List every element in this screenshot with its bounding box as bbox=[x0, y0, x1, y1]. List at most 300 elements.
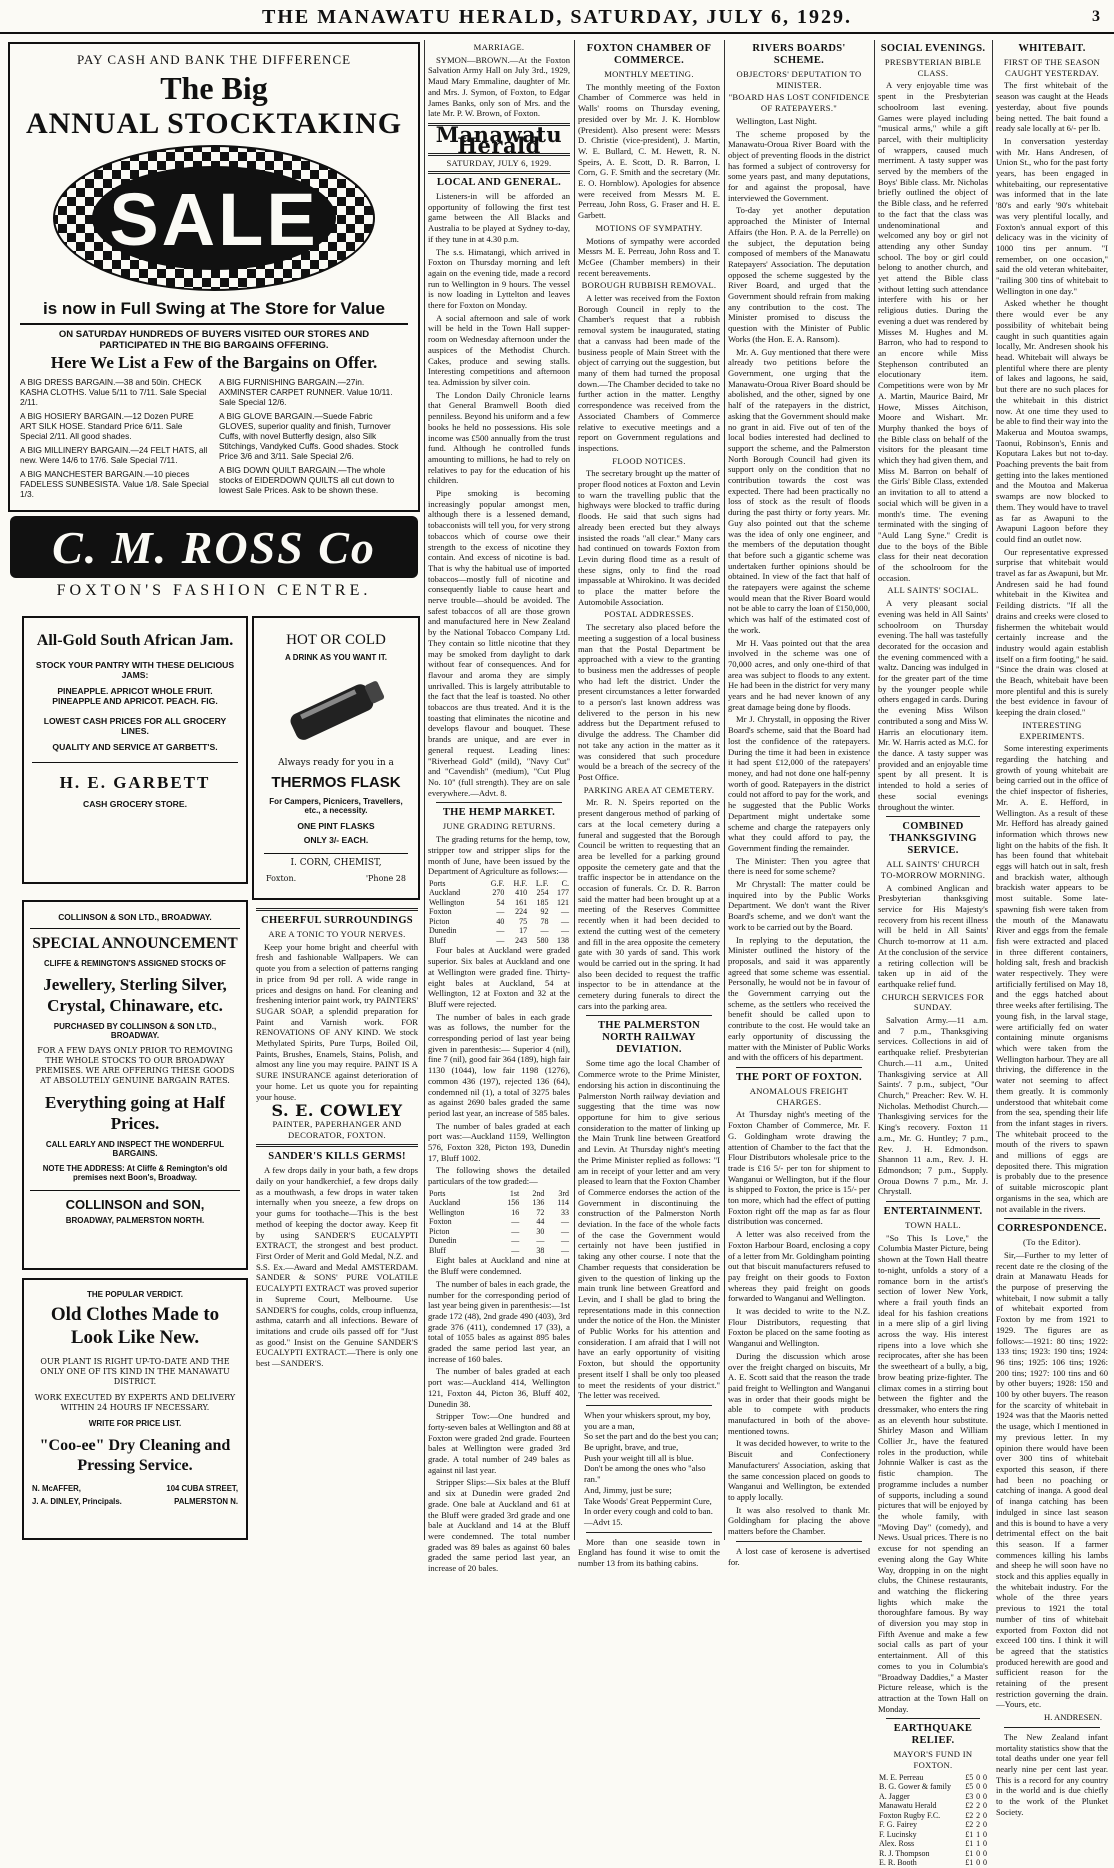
table-cell: 40 bbox=[496, 916, 505, 926]
table-cell: — bbox=[561, 1226, 569, 1236]
sale-headline: ANNUAL STOCKTAKING bbox=[25, 107, 403, 140]
table-cell: 0 bbox=[976, 1858, 981, 1868]
table-cell: 38 bbox=[536, 1245, 545, 1255]
garbett-jam-ad bbox=[22, 616, 248, 884]
table-cell: 0 bbox=[983, 1820, 987, 1830]
flask-price: ONLY 3/- EACH. bbox=[303, 835, 369, 845]
table-cell: A. Jagger bbox=[879, 1791, 910, 1801]
table-cell: 138 bbox=[557, 935, 569, 945]
sale-subline: is now in Full Swing at The Store for Value bbox=[43, 299, 385, 318]
table-cell: 92 bbox=[540, 907, 549, 917]
port-paragraph: It was decided to write to the N.Z. Flour Distributors, requesting that Foxton be placed on the same footing as Wanganui and Wellington. bbox=[728, 1306, 870, 1349]
table-cell: Foxton bbox=[429, 907, 452, 917]
sale-word: SALE bbox=[109, 178, 319, 261]
table-cell: 30 bbox=[536, 1226, 545, 1236]
table-header-cell: Ports bbox=[429, 1188, 446, 1198]
bargain-item: A BIG MANCHESTER BARGAIN.—10 pieces FADELESS SUNBESISTA. Value 1/8. Sale Special 1/3. bbox=[20, 469, 209, 499]
ross-name: C. M. ROSS Co bbox=[52, 521, 376, 573]
column-2-ads bbox=[256, 904, 418, 1540]
social-head: SOCIAL EVENINGS. bbox=[880, 43, 986, 54]
park-text: Mr. R. N. Speirs reported on the present dangerous method of parking of cars at the local cemetery during a funeral and suggested that the Borough Council be written to requesting that an area be levelled for a parking ground opposite the cemetery gate and that the traffic inspector be in attendance on the occasion of funerals. Cr. D. R. Barron said the matter had been brought up at a meeting of the Reserves Committee recently when it had been decided to extend the cutting west of the cemetery and fill in the area opposite the cemetery gate with 30 yards of sand. This work would be carried out in the spring. It had also been decided to request the traffic inspector to be in attendance at the cemetery during funerals to direct the cars into the parking area. bbox=[578, 797, 720, 1011]
chamber-paragraph: The monthly meeting of the Foxton Chamber of Commerce was held in Walls' rooms on Thursday evening, presided over by Mr. J. K. Hornblow (President). Also present were: Messrs D. Christie (vice-president), J. Martin, W. E. Bullard, C. M. Hewett, R. N. Speirs, A. E. Scott, D. R. Barron, I. Corn, G. F. Smith and the secretary (Mr. E. O. Hornblow). Apologies for absence were received from Messrs M. E. Perreau, John Ross, G. Fraser and H. E. Garbett. bbox=[578, 81, 720, 221]
table-cell: — bbox=[496, 935, 505, 945]
table-row bbox=[878, 1820, 988, 1830]
rivers-paragraph: Mr J. Chrystall, in opposing the River Board's scheme, said that the Board had lost the confidence of the ratepayers. During the time it had been in existence it had spent £12,000 of the ratepayers' money, and had not done one half-penny worth of good. Ratepayers in the district could not afford to pay for the work, and he suggested that the Public Works Department might undertake some scheme and charge the ratepayers only what they could afford to pay, the Government finding the remainder. bbox=[728, 714, 870, 853]
table-cell: 2 bbox=[976, 1801, 981, 1811]
column-4 bbox=[578, 40, 720, 1569]
table-cell: Alex. Ross bbox=[879, 1839, 915, 1849]
hemp-paragraph: The number of bales graded at each port was:—Auckland 1159, Wellington 576, Foxton 328, Picton 193, Dunedin 17, Bluff 1002. bbox=[428, 1120, 570, 1163]
ent-text: "So This Is Love," the Columbia Master Picture, being shown at the Town Hall theatre to-night, unfolds a story of a romance born in the artist's section of lower New York, where a frail youth finds an ideal for his fashion creations in a mere slip of a girl living across the way. His interest ripens into a love which she reciprocates, after she has been the sweetheart of a bully, a big, brow beating prize-fighter. The climax comes in a stirring bout between the fighter and the dressmaker, who enters the ring as an eleventh hour substitute. Shirley Mason and William Collier Jr., have the featured roles in the production, while Johnnie Walker is cast as the fistic champion. The programme includes a number of supports, including a sound pictures that will be enjoyed by the whole family, with "Moving Day" (comedy), and News. Usual prices. There is no excuse for not spending an evening along the Gay White Way, dropping in on the night clubs, the Chinese restaurants, and watching the flickering lights which make the thoroughfare famous. By way of diversion you may stop in Fifth Avenue and make a few social calls as part of your entertainment. All of this comes to you in Columbia's "Broadway Daddies," a Master Picture release, which is the attraction at the Town Hall on Monday. bbox=[878, 1232, 988, 1714]
flask-name: THERMOS FLASK bbox=[271, 774, 401, 791]
table-cell: 0 bbox=[983, 1791, 987, 1801]
pres-head: PRESBYTERIAN BIBLE CLASS. bbox=[884, 57, 982, 78]
tow-paragraph: The number of bales in each grade, the number for the corresponding period of last year being given in parenthesis:—1st grade 172 (48), 2nd grade 490 (403), 3rd grade 376 (411), condemned 17 (33), a total of 1055 bales as against 895 bales graded the same period last year, an increase of 160 bales. bbox=[428, 1278, 571, 1364]
cheer-text: Keep your home bright and cheerful with fresh and fashionable Wallpapers. We can quote you from a selection of patterns ranging in price from 9d per roll. A wide range in prices and designs on hand. For cleaning and freshening interior paint work, try PAINTERS' SUGAR SOAP, a splendid preparation for Paint and Varnish work. FOR RENOVATIONS OF ANY KIND. We stock Methylated Spirits, Pure Turps, Boiled Oil, Paints, Brushes, Enamels, Stains, Polish, and almost any line you may require. PAINT IS A SURE INSURANCE against deterioration of your home. Let us quote you for repainting your house. bbox=[256, 941, 418, 1102]
table-cell: Foxton bbox=[429, 1217, 452, 1227]
whitebait-sub: FIRST OF THE SEASON CAUGHT YESTERDAY. bbox=[1003, 57, 1101, 78]
collinson-top: COLLINSON & SON LTD., BROADWAY. bbox=[58, 912, 212, 922]
flask-illustration bbox=[271, 666, 401, 752]
table-cell: 0 bbox=[983, 1801, 987, 1811]
flask-for: For Campers, Picnicers, Travellers, etc., a necessity. bbox=[269, 797, 403, 815]
table-cell: 243 bbox=[515, 935, 528, 945]
table-cell: 0 bbox=[983, 1829, 987, 1839]
hemp-head: THE HEMP MARKET. bbox=[442, 807, 556, 819]
flask-sub: A DRINK AS YOU WANT IT. bbox=[285, 653, 387, 662]
table-cell: Foxton Rugby F.C. bbox=[879, 1810, 941, 1820]
table-row bbox=[428, 888, 570, 898]
table-cell: 161 bbox=[515, 897, 528, 907]
thanks-sub: ALL SAINTS' CHURCH TO-MORROW MORNING. bbox=[880, 859, 986, 880]
flask-phone: 'Phone 28 bbox=[365, 874, 406, 883]
table-cell: 75 bbox=[519, 916, 528, 926]
table-cell: 54 bbox=[496, 897, 505, 907]
cleaning-name: "Coo-ee" Dry Cleaning and Pressing Service. bbox=[39, 1437, 231, 1474]
table-cell: — bbox=[561, 1217, 569, 1227]
table-cell: 410 bbox=[515, 888, 528, 898]
tow-paragraph: Stripper Tow:—One hundred and forty-seven bales at Wellington and 88 at Foxton were graded 2nd grade. Fourteen bales at Wellington were graded 3rd grade. A total number of 249 bales as against nil last year. bbox=[428, 1411, 570, 1475]
sale-bargains-left bbox=[20, 377, 209, 503]
rivers-paragraph: Mr. A. Guy mentioned that there were already two petitions before the Government, one urging that the Manawatu-Oroua River Board should be abolished, and the other, signed by one half of the ratepayers in the district, asking that the Government should make no grant in aid. Five out of ten of the local bodies interested had declined to support the scheme, and the Palmerston North Borough Council had given its support only on the condition that no contribution towards the cost was expected. There had been practically no loss of stock as the result of floods during the past thirty or forty years. Mr. Guy also pointed out that the scheme was the idea of only one engineer, and the members of the deputation thought that before such a gigantic scheme was undertaken further opinions should be obtained. In view of the fact that half of the ratepayers were against the scheme would mean that the River Board would not be able to carry the loan of £150,000, which was half of the estimated cost of the work. bbox=[728, 346, 870, 635]
cleaning-a2: PALMERSTON N. bbox=[174, 1497, 238, 1506]
stocktaking-sale-ad bbox=[8, 42, 420, 512]
column-rule bbox=[424, 40, 425, 1540]
port-paragraph: A letter was also received from the Foxton Harbour Board, enclosing a copy of a letter from Mr. Goldingham pointing out that biscuit manufacturers refused to pay freight on their goods to Foxton whereas they paid freight on goods forwarded to Wanganui and Wellington. bbox=[728, 1229, 871, 1304]
newspaper-nameplate: Manawatu Herald bbox=[435, 121, 563, 158]
collinson-addr: BROADWAY, PALMERSTON NORTH. bbox=[65, 1216, 205, 1225]
table-row bbox=[878, 1849, 988, 1859]
poem-line: Take Woods' Great Peppermint Cure, bbox=[584, 1495, 712, 1506]
poem-line: Don't be among the ones who "also ran." bbox=[584, 1463, 706, 1485]
col7-end: The New Zealand infant mortality statistics show that the total deaths under one year fell nearly nine per cent last year. This is a record for any country in the world and is due chiefly to the work of the Plunket Society. bbox=[996, 1731, 1108, 1817]
bargain-item: A BIG HOSIERY BARGAIN.—12 Dozen PURE ART SILK HOSE. Standard Price 6/11. Sale Special 2/11. All good shades. bbox=[20, 411, 194, 441]
whitebait-paragraph: The first whitebait of the season was caught at the Heads yesterday, about five pounds being netted. The bait found a ready sale locally at 6/- per lb. bbox=[996, 80, 1108, 134]
cleaning-p2: J. A. DINLEY, Principals. bbox=[32, 1497, 122, 1506]
dateline: SATURDAY, JULY 6, 1929. bbox=[446, 158, 552, 169]
table-row bbox=[878, 1782, 988, 1792]
park-head: PARKING AREA AT CEMETERY. bbox=[583, 784, 715, 795]
table-cell: 2 bbox=[976, 1810, 981, 1820]
collinson-call: CALL EARLY AND INSPECT THE WONDERFUL BARGAINS. bbox=[45, 1140, 225, 1158]
poem-line: Push your weight till all is blue. bbox=[584, 1452, 694, 1463]
bargain-item: A BIG FURNISHING BARGAIN.—27in. AXMINSTER CARPET RUNNER. Value 10/11. Sale Special 12/6. bbox=[219, 377, 393, 407]
rivers-head: RIVERS BOARDS' SCHEME. bbox=[752, 43, 846, 66]
collinson-text: FOR A FEW DAYS ONLY PRIOR TO REMOVING THE WHOLE STOCKS TO OUR BROADWAY PREMISES. WE ARE OFFERING THESE GOODS AT ABSOLUTELY GENUINE BARGAIN RATES. bbox=[35, 1046, 235, 1085]
corr-head: CORRESPONDENCE. bbox=[997, 1223, 1107, 1235]
masthead-title: THE MANAWATU HERALD, SATURDAY, JULY 6, 1929. bbox=[262, 6, 852, 28]
ross-tagline: FOXTON'S FASHION CENTRE. bbox=[56, 582, 372, 599]
table-cell: 0 bbox=[983, 1782, 987, 1792]
collinson-sub: CLIFFE & REMINGTON'S ASSIGNED STOCKS OF bbox=[44, 959, 226, 968]
table-row bbox=[428, 1198, 570, 1208]
jam-items: PINEAPPLE. APRICOT WHOLE FRUIT. PINEAPPLE AND APRICOT. PEACH. FIG. bbox=[52, 686, 218, 706]
table-cell: Dunedin bbox=[429, 1236, 457, 1246]
table-cell: Bluff bbox=[429, 1245, 446, 1255]
port-sub: ANOMALOUS FREIGHT CHARGES. bbox=[749, 1085, 849, 1107]
table-cell: F. G. Fairey bbox=[879, 1820, 918, 1830]
sale-intro: ON SATURDAY HUNDREDS OF BUYERS VISITED OUR STORES AND PARTICIPATED IN THE BIG BARGAINS OFFERING. bbox=[58, 329, 370, 351]
port-head: THE PORT OF FOXTON. bbox=[736, 1071, 862, 1083]
local-head: LOCAL AND GENERAL. bbox=[436, 177, 562, 189]
exp-head: INTERESTING EXPERIMENTS. bbox=[1019, 719, 1085, 741]
flood-text: The secretary brought up the matter of proper flood notices at Foxton and Levin to warn the travelling public that the highways were blocked to traffic during floods. He said that such signs had already been erected but they always insisted the roads "all clear." Many cars had continued on towards Foxton from Levin during flood time as a result of these signs, only to find the road impassable at Whirokino. It was decided to place the matter before the Automobile Association. bbox=[578, 468, 720, 607]
local-paragraph: Listeners-in will be afforded an opportunity of following the first test game between the All Blacks and Australia to be played at Sydney to-day, if they tune in at 4.30 p.m. bbox=[428, 191, 570, 244]
rivers-paragraph: Mr H. Vaas pointed out that the area involved in the scheme was one of 70,000 acres, and only one-third of that area was subject to floods to any extent. He had been in the district for very many years and he had never known of any great damage being done by floods. bbox=[728, 637, 870, 712]
table-cell: M. E. Perreau bbox=[879, 1772, 924, 1782]
sale-tagline: PAY CASH AND BANK THE DIFFERENCE bbox=[76, 52, 352, 67]
flood-head: FLOOD NOTICES. bbox=[612, 455, 686, 466]
table-cell: Picton bbox=[429, 1226, 450, 1236]
corr-sign: H. ANDRESEN. bbox=[1043, 1712, 1102, 1723]
table-row bbox=[428, 1227, 570, 1237]
hemp-sub: JUNE GRADING RETURNS. bbox=[442, 821, 556, 832]
collinson-name: COLLINSON and SON, bbox=[65, 1197, 205, 1212]
table-cell: £1 bbox=[965, 1848, 974, 1858]
table-row bbox=[428, 917, 570, 927]
table-cell: F. Lucinsky bbox=[879, 1829, 917, 1839]
column-rule bbox=[992, 40, 993, 1540]
hemp-paragraph: The following shows the detailed particulars of the tow graded:— bbox=[428, 1165, 570, 1187]
thanks-text: A combined Anglican and Presbyterian thanksgiving service for His Majesty's recovery from his recent illness will be held in All Saints' Church to-morrow at 11 a.m. At the conclusion of the service a retiring collection will be taken up in aid of the earthquake relief fund. bbox=[878, 882, 988, 989]
table-cell: 580 bbox=[536, 935, 549, 945]
bargain-item: A BIG GLOVE BARGAIN.—Suede Fabric GLOVES, superior quality and finish, Turnover Cuffs, with novel Butterfly design, also Silk Stitchings, Vandyked Cuffs. Good shades. Stock Price 3/6 and 3/11. Sale Special 2/6. bbox=[219, 411, 399, 461]
flask-ready: Always ready for you in a bbox=[278, 758, 394, 768]
ent-head: ENTERTAINMENT. bbox=[883, 1206, 983, 1218]
rail-head: THE PALMERSTON NORTH RAILWAY DEVIATION. bbox=[597, 1020, 701, 1056]
whitebait-paragraph: In conversation yesterday with Mr. Hans Andresen, of Union St., who for the past forty years, has been engaged in whitebaiting, our representative was informed that in the late '80's and early '90's whitebait was very plentiful locally, and Foxton's annual export of this delicacy was in the vicinity of 1000 tins per annum. "I remember, on one occasion," said the old veteran whitebaiter, "railing 300 tins of whitebait to Wellington in one day." bbox=[996, 135, 1108, 296]
table-cell: 156 bbox=[507, 1198, 520, 1208]
eq-sub: MAYOR'S FUND IN FOXTON. bbox=[893, 1749, 973, 1771]
cooee-cleaning-ad bbox=[22, 1278, 248, 1540]
column-7 bbox=[996, 40, 1108, 1817]
poem-line: In order every cough and cold to ban.—Advt 15. bbox=[584, 1506, 713, 1527]
rivers-paragraph: The scheme proposed by the Manawatu-Oroua River Board with the object of preventing floods in the district has formed a subject of controversy for some years past, and many deputations, for and against the proposal, have interviewed the Government. bbox=[728, 128, 870, 203]
table-cell: £5 bbox=[965, 1772, 974, 1782]
table-cell: 0 bbox=[983, 1848, 987, 1858]
table-cell: — bbox=[561, 926, 569, 936]
whitebait-paragraph: Asked whether he thought there would ever be any possibility of whitebait being caught in such quantities again locally, Mr. Andresen shook his head. Whitebait will always be plentiful where there are plenty of lakes and lagoons, he said, but there are no such places for the whitebait in this district now. At one time they used to be able to find their way into the Makerua and Moutoa swamps, Taonui, Robinson's, Ennis and Koputara Lakes but not to-day. Poaching prevents the bait from getting into the lakes mentioned and the Moutoa and Makerua swamps are now blocked to them. They would have to travel as far as Awapuni to the Awapuni Lagoon before they could find an outlet now. bbox=[996, 298, 1108, 544]
table-cell: 1 bbox=[976, 1829, 981, 1839]
masthead bbox=[0, 6, 1114, 34]
sale-banner bbox=[49, 143, 379, 293]
table-cell: 0 bbox=[983, 1772, 987, 1782]
rub-head: BOROUGH RUBBISH REMOVAL. bbox=[581, 280, 717, 291]
sander-text: A few drops daily in your bath, a few drops daily on your handkerchief, a few drops daily as a mouthwash, a few drops in water taken internally when you sneeze, a few drops on your gums for toothache—This is the best method of keeping the doctor away. Keep fit by using SANDER'S EUCALYPTI EXTRACT, the strongest and best product. First Order of Merit and Gold Medal, N.Z. and S.S. Ex.—Award and Medal AMSTERDAM. SANDER & SONS' PURE VOLATILE EUCALYPTI EXTRACT was proved superior in Supreme Court, Melbourne. Use SANDER'S for coughs, colds, croup influenza, asthma, catarrh and all infections. Beware of imitations and crude oils passed off for "Just as good." Insist on the Genuine SANDER'S EUCALYPTI EXTRACT.—There is only one best —SANDER'S. bbox=[256, 1165, 418, 1369]
table-row bbox=[878, 1801, 988, 1811]
table-row bbox=[878, 1839, 988, 1849]
table-row bbox=[878, 1858, 988, 1868]
cleaning-t1: OUR PLANT IS RIGHT UP-TO-DATE AND THE ONLY ONE OF ITS KIND IN THE MANAWATU DISTRICT. bbox=[40, 1357, 230, 1386]
table-cell: £2 bbox=[965, 1801, 974, 1811]
table-row bbox=[878, 1811, 988, 1821]
local-paragraph: The London Daily Chronicle learns that General Bramwell Booth died penniless. Beyond his uniform and a few books he held no possessions. His sole income was £500 annually from the trust fund. Although he controlled funds amounting to millions, he had to rely on relatives to pay for the education of his children. bbox=[428, 389, 570, 486]
local-paragraph: Pipe smoking is becoming increasingly popular amongst men, although there is a lessened demand, tobacconists will tell you, for very strong tobaccos which of course owe their strength to the excess of nicotine they contain. And excess of nicotine is bad. That is why the habitual use of imported tobaccos—mostly full of nicotine and consequently liable to cause heart and nerve trouble—should be avoided. The safest tobaccos of all are those grown and manufactured here in New Zealand by the National Tobacco Company Ltd. They contain so little nicotine that they may be smoked from daylight to dark without fear of consequences. And for flavour and aroma they are simply unrivalled. This is largely attributable to the fact that the leaf is toasted. No other tobaccos are thus treated. And it is the toasting that eliminates the nicotine and develops flavour and bouquet. These brands are unique, and are ever in general request. Leading lines: "Riverhead Gold" (mild), "Navy Cut" and "Cavendish" (medium), "Cut Plug No. 10" (full strength). They are on sale everywhere.—Advt. 8. bbox=[428, 488, 570, 798]
table-cell: 33 bbox=[561, 1207, 569, 1217]
table-cell: Auckland bbox=[429, 888, 461, 898]
garbett-sub: CASH GROCERY STORE. bbox=[83, 799, 187, 809]
cowley-name: S. E. COWLEY bbox=[271, 1101, 403, 1121]
hemp-paragraph: Four bales at Auckland were graded superior. Six bales at Auckland and one at Wellington were graded fine. Thirty-eight bales at Auckland, 54 at Wellington, 12 at Foxton and 32 at the Bluff were rejected. bbox=[428, 945, 570, 1009]
table-header-cell: 1st bbox=[509, 1188, 520, 1198]
page-number: 3 bbox=[1092, 8, 1100, 25]
table-cell: B. G. Gower & family bbox=[879, 1782, 951, 1792]
poem-line: So set the part and do the best you can; bbox=[584, 1431, 719, 1442]
postal-head: POSTAL ADDRESSES. bbox=[604, 609, 694, 620]
table-row bbox=[428, 1217, 570, 1227]
rivers-sub: OBJECTORS' DEPUTATION TO MINISTER. bbox=[736, 69, 862, 90]
table-cell: E. R. Booth bbox=[879, 1858, 917, 1868]
table-cell: 0 bbox=[983, 1810, 987, 1820]
corr-text: Sir,—Further to my letter of recent date re the closing of the drain at Manawatu Heads for the purpose of preserving the whitebait, I now submit a tally of whitebait exported from Foxton by me from 1921 to 1929. The figures are as follows:—1921: 80 tins; 1922: 133 tins; 1923: 190 tins; 1924: 96 tins; 1925: 106 tins; 1926: 200 tins; 1927: 100 tins and 60 by other buyers; 1928: 150 and 100 by other buyers. The reason for the scarcity of whitebait in 1924 was that the Maoris netted the usage, which I mentioned in my previous letter. In my opinion there would have been over 300 tins of whitebait exported this season, if there had been no poaching or catching of inanga. A good deal of inanga catching has been indulged in since last season and this is bound to have a very detrimental effect on the bait this season. If a farmer commences killing his lambs and sheep he will soon have no stock and this applies equally in the whitebait industry. For the whole of the three years previous to 1921 the total number of tins of whitebait exported from Foxton did not exceed 100 tins. I think it will be agreed that the statistics produced herewith are good and sufficient reason for the retaining of the present restriction governing the drain.—Yours, etc. bbox=[996, 1249, 1108, 1710]
rail-text: Some time ago the local Chamber of Commerce wrote to the Prime Minister, endorsing his action in discontinuing the Palmerston North railway deviation and suggesting that the time was now opportune for him to give serious consideration to the matter of linking up the Main Trunk line between Greatford and Levin. At Thursday night's meeting the Prime Minister replied as follows: "I am in receipt of your letter and am very pleased to learn that the Foxton Chamber of Commerce endorses the action of the Government in discontinuing the construction of the Palmerston North deviation. In the face of the whole facts of the case the Government would certainly not have been justified in taking any other course. I note that the Chamber requests that consideration be given to the question of linking up the main trunk line between Greatford and Levin, and I shall be glad to bring the representations made in this connection under the notice of the Hon. the Minister of Public Works for his attention and consideration. I am afraid that I will not have an early opportunity of visiting Foxton, but should the opportunity present itself I shall be only too pleased to meet the residents of your district." The letter was received. bbox=[578, 1058, 720, 1401]
church-head: CHURCH SERVICES FOR SUNDAY. bbox=[881, 991, 985, 1013]
port-paragraph: It was also resolved to thank Mr. Goldingham for placing the above matters before the Chamber. bbox=[728, 1504, 870, 1537]
table-cell: 44 bbox=[536, 1217, 545, 1227]
table-header-cell: 2nd bbox=[532, 1188, 545, 1198]
port-paragraph: It was decided however, to write to the Biscuit and Confectionery Manufacturers' Association, asking that the same concession placed on goods to Wanganui and Wellington, be extended to apply locally. bbox=[728, 1438, 870, 1502]
tow-paragraph: Stripper Slips:—Six bales at the Bluff and six at Dunedin were graded 2nd grade. One bale at Auckland and 61 at the Bluff were graded 3rd grade and one bale at Auckland and 14 at the Bluff were condemned. The total number graded was 89 bales as against 60 bales graded the same period last year, an increase of 20 bales. bbox=[428, 1477, 570, 1574]
table-cell: 0 bbox=[976, 1791, 981, 1801]
eq-table bbox=[878, 1773, 988, 1868]
cleaning-t3: WRITE FOR PRICE LIST. bbox=[88, 1419, 182, 1428]
rub-text: A letter was received from the Foxton Borough Council in reply to the Chamber's request that a rubbish removal system be inaugurated, stating that a canvass had been made of the business people of Main Street with the object of carrying out the suggestion, but many of them had turned the proposal down.—The Chamber decided to take no further action in the matter. Lengthy correspondence was received from the Associated Chambers of Commerce relative to executive meetings and a report on Government regulations and inspections. bbox=[578, 293, 720, 453]
table-cell: — bbox=[496, 907, 505, 917]
sale-list-head: Here We List a Few of the Bargains on Offer. bbox=[50, 353, 378, 372]
table-cell: 78 bbox=[540, 916, 549, 926]
table-cell: — bbox=[536, 1236, 545, 1246]
column-rule bbox=[724, 40, 725, 1540]
flask-chemist: I. CORN, CHEMIST, bbox=[290, 858, 382, 868]
table-cell: — bbox=[561, 916, 569, 926]
col5-end: A lost case of kerosene is advertised for. bbox=[728, 1545, 870, 1567]
rivers-paragraph: The Minister: Then you agree that there is need for some scheme? bbox=[728, 855, 870, 877]
corr-sub: (To the Editor). bbox=[1023, 1237, 1081, 1248]
table-cell: — bbox=[511, 1236, 520, 1246]
table-cell: 136 bbox=[532, 1198, 545, 1208]
table-cell: 0 bbox=[983, 1858, 987, 1868]
whitebait-head: WHITEBAIT. bbox=[1018, 43, 1086, 54]
sander-head: SANDER'S KILLS GERMS! bbox=[268, 1151, 406, 1163]
whitebait-paragraph: Our representative expressed surprise that whitebait would travel as far as Awapuni, but Mr. Andresen said he had found whitebait in the Kiwitea and Feilding districts. "If all the drains and creeks were closed to fishermen the whitebait would certainly increase and the industry would again establish itself on a firm footing," he said. "Since the drain was closed at the Beach, whitebait have been more plentiful and this is surely the best evidence in favour of keeping the drain closed." bbox=[996, 546, 1108, 718]
tow-paragraph: The number of bales graded at each port was:—Auckland 414, Wellington 121, Foxton 44, Picton 36, Bluff 402, Dunedin 38. bbox=[428, 1366, 570, 1409]
table-cell: £5 bbox=[965, 1782, 974, 1792]
table-cell: 114 bbox=[557, 1198, 569, 1208]
table-cell: Manawatu Herald bbox=[879, 1801, 937, 1811]
cleaning-top: THE POPULAR VERDICT. bbox=[86, 1290, 183, 1299]
table-cell: 0 bbox=[976, 1782, 981, 1792]
marriage-head: MARRIAGE. bbox=[473, 42, 525, 52]
table-cell: 0 bbox=[976, 1772, 981, 1782]
table-cell: R. J. Thompson bbox=[879, 1848, 930, 1858]
postal-text: The secretary also placed before the meeting a suggestion of a local business man that the Postal Department be approached with a view to the granting to business men the addresses of people who had left the district. Under the present circumstances a letter forwarded to a person's last known address was delivered to the person in his new address but the Department refused to divulge the address. The Chamber did not take any action in the matter as it was considered that such procedure would be a breach of the secrecy of the Post Office. bbox=[578, 622, 720, 782]
sale-bargains-right bbox=[219, 377, 408, 503]
table-cell: 254 bbox=[536, 888, 549, 898]
table-cell: Dunedin bbox=[429, 926, 457, 936]
table-cell: Bluff bbox=[429, 935, 446, 945]
table-cell: 0 bbox=[983, 1839, 987, 1849]
collinson-half: Everything going at Half Prices. bbox=[45, 1093, 225, 1133]
woods-poem bbox=[584, 1410, 720, 1528]
poem-line: And, Jimmy, just be sure; bbox=[584, 1484, 672, 1495]
poem-line: When your whiskers sprout, my boy, you are a man, bbox=[584, 1409, 711, 1431]
flask-size: ONE PINT FLASKS bbox=[297, 821, 375, 831]
garbett-name: H. E. GARBETT bbox=[59, 773, 211, 792]
collinson-note: NOTE THE ADDRESS: At Cliffe & Remington's old premises next Boon's, Broadway. bbox=[42, 1164, 228, 1182]
table-header-cell: L.F. bbox=[535, 878, 549, 888]
local-paragraph: A social afternoon and sale of work will be held in the Town Hall supper-room on Wednesday afternoon under the auspices of the Methodist Church. Cakes, produce and sewing stalls. Interesting competitions and afternoon tea. Admission by silver coin. bbox=[428, 312, 570, 387]
cowley-sub: PAINTER, PAPERHANGER AND DECORATOR, FOXTON. bbox=[272, 1118, 402, 1140]
collinson-ad bbox=[22, 900, 248, 1270]
column-rule bbox=[574, 40, 575, 1540]
table-cell: 185 bbox=[536, 897, 549, 907]
cheer-sub: ARE A TONIC TO YOUR NERVES. bbox=[268, 929, 406, 939]
table-cell: 17 bbox=[519, 926, 528, 936]
hemp-paragraph: The number of bales in each grade was as follows, the number for the corresponding period of last year being given in parenthesis:— Superior 4 (nil), fine 7 (nil), good fair 364 (189), high fair 1130 (1044), low fair 1198 (1276), common 436 (197), rejected 136 (64), condemned nil (1), a total of 3275 bales as against 2690 bales graded the same period last year, an increase of 585 bales. bbox=[428, 1011, 570, 1118]
collinson-purchased: PURCHASED BY COLLINSON & SON LTD., BROADWAY. bbox=[53, 1022, 217, 1040]
all-text: A very pleasant social evening was held in All Saints' schoolroom on Thursday evening. The hall was tastefully decorated for the occasion and the evening commenced with a waltz. Dancing was indulged in for the greater part of the time by the younger people while others engaged in cards. During the evening Miss Wilson contributed a song and Miss W. Harris an elocutionary item. Mr. W. Harris acted as M.C. for the dance. A tasty supper was provided and an enjoyable time spent by all present. It is intended to hold a series of these social evenings throughout the winter. bbox=[878, 598, 988, 812]
port-paragraph: At Thursday night's meeting of the Foxton Chamber of Commerce, Mr. F. G. Goldingham wrote drawing the attention of Chamber to the fact that the Flour Distributors wholesale price to the trade is £16 5/- per ton for shipment to Wanganui or Wellington, but if the flour is shipped to Foxton, the price is 15/- per ton more, which had the effect of putting Foxton right off the map as far as flour distribution was concerned. bbox=[728, 1109, 870, 1227]
table-cell: 270 bbox=[492, 888, 505, 898]
table-cell: 16 bbox=[511, 1207, 520, 1217]
cleaning-t2: WORK EXECUTED BY EXPERTS AND DELIVERY WITHIN 24 HOURS IF NECESSARY. bbox=[34, 1393, 236, 1412]
table-cell: 0 bbox=[976, 1848, 981, 1858]
port-paragraph: During the discussion which arose over the freight charged on biscuits, Mr A. E. Scott said that the reason the trade paid freight to Wellington and Wanganui was in order that their goods might be able to compete with products manufactured in both of the above-mentioned towns. bbox=[728, 1350, 870, 1436]
exp-text: Some interesting experiments regarding the hatching and growth of young whitebait are being carried out in the office of the chief inspector of fisheries, Mr. A. E. Hefford, in Wellington. As a result of these Mr. Hefford has already gained information which throws new light on the habits of the fish. It has been found that whitebait eggs will hatch out in salt, fresh and brackish water, although brackish water appears to be most suitable. Some late-spawning fish were taken from the mouth of the Manawatu River and eggs from the female fish were extracted and placed in three different containers, holding salt, fresh and brackish water respectively. They were artificially fertilised on May 18, and the eggs hatched about three weeks after fertilising. The young fish, in the larval stage, were artificially fed on water containing minute organisms which were taken from the Wellington harbour. They are all thriving, the difference in the water not seeming to affect them greatly. It is commonly understood that whitebait come from the sea, spending their life from the infant stages in rivers. The whitebait proceed to the mouth of the rivers to spawn and millions of eggs are deposited there. This migration is probably due to the presence of suitable microscopic plant organisms in the sea, which are not available in the rivers. bbox=[996, 743, 1108, 1214]
hemp-table bbox=[428, 879, 570, 946]
bargain-item: A BIG DOWN QUILT BARGAIN.—The whole stocks of EIDERDOWN QUILTS all cut down to lowest Sale Prices. Ask to be shown these. bbox=[219, 465, 395, 495]
jam-line3: QUALITY AND SERVICE AT GARBETT'S. bbox=[52, 742, 218, 752]
table-row bbox=[428, 926, 570, 936]
table-row bbox=[428, 1208, 570, 1218]
table-row bbox=[428, 1236, 570, 1246]
table-row bbox=[428, 936, 570, 946]
table-header-cell: H.F. bbox=[513, 878, 528, 888]
table-cell: £2 bbox=[965, 1820, 974, 1830]
rivers-paragraph: In replying to the deputation, the Minister outlined the history of the proposals, and said it was apparently agreed that some scheme was essential. Personally, he would not be in favour of the Government carrying out the scheme, as the settlers who received the benefit should be called upon to contribute to the cost. He would take an early opportunity of discussing the matter with the Minister of Public Works and with the officers of his department. bbox=[728, 934, 870, 1063]
table-cell: £1 bbox=[965, 1858, 974, 1868]
church-text: Salvation Army.—11 a.m. and 7 p.m., Thanksgiving services. Collections in aid of earthquake relief. Presbyterian Church.—11 a.m., United Thanksgiving service at All Saints'. 7 p.m., subject, "Our Church," Preacher: Rev. W. H. Nicholas. Methodist Church.—Thanksgiving services for the King's recovery. Foxton 11 a.m., Mr. G. Huntley; 7 p.m., Rev. J. H. Edmondson. Shannon 11 a.m., Rev. J. H. Edmondson; 7 p.m., Supply. Oroua Downs 7 p.m., Mr. J. Chrystall. bbox=[878, 1015, 988, 1197]
jam-line1: STOCK YOUR PANTRY WITH THESE DELICIOUS JAMS: bbox=[35, 660, 235, 680]
table-cell: £1 bbox=[965, 1829, 974, 1839]
collinson-goods: Jewellery, Sterling Silver, Crystal, Chinaware, etc. bbox=[43, 975, 227, 1015]
pres-text: A very enjoyable time was spent in the Presbyterian schoolroom last evening. Games were played including "musical arms," while a gift parcel, with their multiplicity of wrappers, caused much merriment. A tasty supper was served by the members of the Boys' Bible class. Mr. Nicholas briefly outlined the object of the Bible class, and he referred to the fact that the class was undenominational and welcomed any boy or girl not attending any other Sunday school. The boy or girl could belong to another church, and yet attend the Bible class without letting such attendance interfere with his or her religious duties. During the evening a duet was rendered by Misses M. Hughes and M. Barron, who had to respond to an encore while Miss Stephenson contributed an elocutionary item. Competitions were won by Mr A. Martin, Maurice Baird, Mr Howe, Misses Aitchison, Moore and Wishart. Mr. Murphy thanked the boys of the Bible class on behalf of the visitors for the pleasant time which they had given them, and Miss M. Barron on behalf of the Girls' Bible Class, extended an invitation to all to attend a social which will be given in a month's time. The evening terminated with the singing of "Auld Lang Syne." Credit is due to the boys of the Bible class for their neat decoration of the schoolroom for the occasion. bbox=[878, 80, 988, 583]
bargain-item: A BIG DRESS BARGAIN.—38 and 50in. CHECK KASHA CLOTHS. Value 5/11 to 7/11. Sale Special 2/11. bbox=[20, 377, 207, 407]
table-cell: Wellington bbox=[429, 1207, 465, 1217]
table-cell: 121 bbox=[557, 897, 569, 907]
bargain-item: A BIG MILLINERY BARGAIN.—24 FELT HATS, all new. Were 14/6 to 17/6. Sale Special 7/11. bbox=[20, 445, 208, 465]
flask-town: Foxton. bbox=[266, 874, 297, 883]
chamber-head: FOXTON CHAMBER OF COMMERCE. bbox=[586, 43, 712, 66]
table-cell: Picton bbox=[429, 916, 450, 926]
table-cell: 1 bbox=[976, 1839, 981, 1849]
table-cell: 2 bbox=[976, 1820, 981, 1830]
table-cell: — bbox=[561, 1245, 569, 1255]
jam-head: All-Gold South African Jam. bbox=[36, 632, 234, 649]
table-cell: £3 bbox=[965, 1791, 974, 1801]
marriage-notice: SYMON—BROWN.—At the Foxton Salvation Army Hall on July 3rd., 1929, Maud Mary Emmaline, daughter of Mr. and Mrs. J. Symon, of Foxton, to Edgar James Banks, only son of Mrs. and the late Mr. P. W. Brown, of Foxton. bbox=[428, 54, 570, 119]
table-cell: Wellington bbox=[429, 897, 465, 907]
thermos-flask-ad bbox=[252, 616, 420, 900]
table-header-cell: G.F. bbox=[490, 878, 505, 888]
rivers-quote: "BOARD HAS LOST CONFIDENCE OF RATEPAYERS." bbox=[728, 92, 870, 114]
tow-paragraph: Eight bales at Auckland and nine at the Bluff were condemned. bbox=[428, 1255, 570, 1277]
table-cell: 72 bbox=[536, 1207, 545, 1217]
table-cell: — bbox=[561, 907, 569, 917]
table-row bbox=[878, 1830, 988, 1840]
sym-text: Motions of sympathy were accorded Messrs M. E. Perreau, John Ross and T. McGee (Chamber members) in their recent bereavements. bbox=[578, 235, 720, 278]
flask-head: HOT OR COLD bbox=[286, 632, 386, 648]
table-cell: Auckland bbox=[429, 1198, 461, 1208]
cleaning-a1: 104 CUBA STREET, bbox=[166, 1484, 238, 1493]
table-row bbox=[428, 907, 570, 917]
poem-line: Be upright, brave, and true, bbox=[584, 1442, 679, 1453]
tow-table bbox=[428, 1189, 570, 1256]
local-paragraph: The s.s. Himatangi, which arrived in Foxton on Thursday morning and left again on the evening tide, made a record run to Wellington in 9 hours. The vessel is now loading in Lyttelton and leaves there for Foxton on Monday. bbox=[428, 246, 570, 311]
rivers-paragraph: To-day yet another deputation approached the Minister of Internal Affairs (the Hon. P. A. de la Perrelle) on the subject, the deputation being composed of members of the Manawatu Ratepayers' Association. The deputation opposed the scheme suggested by the River Board, and urged that the Government should refrain from making any contribution to the cost. The Minister promised to discuss the question with the Minister of Public Works (the Hon. E. A. Ransom). bbox=[728, 205, 870, 344]
column-rule bbox=[874, 40, 875, 1540]
hemp-intro: The grading returns for the hemp, tow, stripper tow and stripper slips for the month of June, have been issued by the Department of Agriculture as follows:— bbox=[428, 834, 570, 877]
jam-line2: LOWEST CASH PRICES FOR ALL GROCERY LINES. bbox=[43, 716, 227, 736]
table-row bbox=[878, 1773, 988, 1783]
table-cell: — bbox=[496, 926, 505, 936]
sale-big: The Big bbox=[160, 70, 268, 106]
rivers-paragraph: Mr Chrystall: The matter could be inquired into by the Public Works Department. We don't want the River Board's scheme, and we don't want the work to be carried out by the Board. bbox=[728, 879, 870, 932]
cleaning-p1: N. McAFFER, bbox=[32, 1484, 81, 1493]
col4-end: More than one seaside town in England has found it wise to omit the number 13 from its bathing cabins. bbox=[578, 1536, 720, 1569]
table-cell: £1 bbox=[965, 1839, 974, 1849]
collinson-head: SPECIAL ANNOUNCEMENT bbox=[32, 935, 238, 952]
table-row bbox=[428, 1246, 570, 1256]
all-head: ALL SAINTS' SOCIAL. bbox=[887, 585, 979, 596]
ross-ad bbox=[8, 516, 420, 608]
table-cell: — bbox=[511, 1226, 520, 1236]
table-cell: — bbox=[561, 1236, 569, 1246]
table-cell: 224 bbox=[515, 907, 528, 917]
cheer-head: CHEERFUL SURROUNDINGS bbox=[261, 915, 413, 926]
column-6 bbox=[878, 40, 988, 1868]
table-row bbox=[878, 1792, 988, 1802]
table-header-cell: C. bbox=[561, 878, 569, 888]
chamber-sub: MONTHLY MEETING. bbox=[604, 69, 694, 79]
thanks-head: COMBINED THANKSGIVING SERVICE. bbox=[889, 821, 977, 857]
cleaning-head: Old Clothes Made to Look Like New. bbox=[50, 1304, 220, 1348]
rivers-paragraph: Wellington, Last Night. bbox=[736, 115, 817, 126]
table-cell: 177 bbox=[557, 888, 569, 898]
table-header-cell: Ports bbox=[429, 878, 446, 888]
table-row bbox=[428, 898, 570, 908]
table-cell: — bbox=[540, 926, 549, 936]
